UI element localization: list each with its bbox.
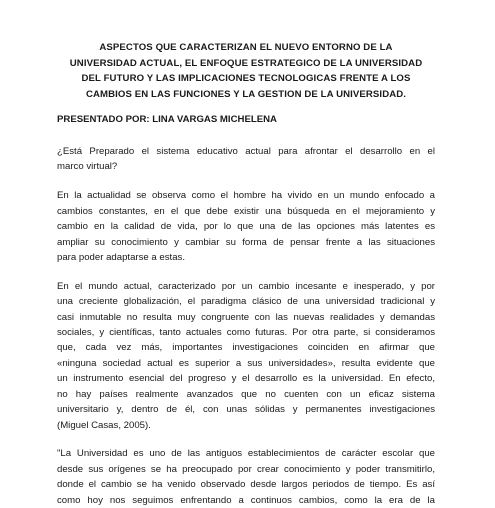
document-title	[57, 40, 435, 102]
paragraph-line: una creciente globalización, el paradigma clásico de una universidad tradicional y	[57, 296, 435, 308]
paragraph-line: «ninguna sociedad actual es superior a sus universidades», resulta evidente que	[57, 357, 435, 369]
paragraph-line: que, cada vez más, importantes investigaciones coinciden en afirmar que	[57, 342, 435, 354]
paragraph-line: no hay países realmente avanzados que no cuenten con un eficaz sistema	[57, 388, 435, 400]
paragraph-line: desde sus orígenes se ha preocupado por crear conocimiento y poder transmitirlo,	[57, 463, 435, 475]
paragraph-line: donde el cambio se ha venido observado desde largos periodos de tiempo. Es así	[57, 479, 435, 491]
paragraph-line: ¿Está Preparado el sistema educativo actual para afrontar el desarrollo en el	[57, 146, 435, 157]
paragraph-universidad	[57, 446, 435, 508]
paragraph-question	[57, 144, 435, 175]
author-line: PRESENTADO POR: LINA VARGAS MICHELENA	[57, 114, 277, 125]
paragraph-line: En la actualidad se observa como el hombre ha vivido en un mundo enfocado a	[57, 190, 435, 202]
title-line: UNIVERSIDAD ACTUAL, EL ENFOQUE ESTRATEGICO DE LA UNIVERSIDAD	[69, 57, 423, 69]
paragraph-line: un instrumento esencial del progreso y el desarrollo es la universidad. En efecto,	[57, 373, 435, 385]
paragraph-line: En el mundo actual, caracterizado por un cambio incesante e inesperado, y por	[57, 280, 435, 292]
paragraph-mundo-actual	[57, 279, 435, 433]
paragraph-line: cambio en la calidad de vida, por lo que una de las opciones más latentes es	[57, 221, 435, 233]
paragraph-line: casi inmutable no resulta muy congruente con las nuevas realidades y demandas	[57, 311, 435, 323]
paragraph-line: como hoy nos seguimos enfrentando a continuos cambios, como la era de la	[57, 494, 435, 506]
paragraph-line: ampliar su conocimiento y cambiar su forma de pensar frente a las situaciones	[57, 236, 435, 248]
title-line: CAMBIOS EN LAS FUNCIONES Y LA GESTION DE LA UNIVERSIDAD.	[85, 88, 407, 100]
paragraph-line: marco virtual?	[57, 161, 118, 173]
paragraph-line: sociales, y científicas, tanto actuales como futuras. Por otra parte, si consideramos	[57, 327, 435, 339]
paragraph-line: cambios constantes, en el que debe existir una búsqueda en el mejoramiento y	[57, 205, 435, 217]
paragraph-line: (Miguel Casas, 2005).	[57, 419, 151, 431]
title-line: ASPECTOS QUE CARACTERIZAN EL NUEVO ENTORNO DE LA	[99, 42, 393, 53]
paragraph-actualidad	[57, 188, 435, 265]
paragraph-line: para poder adaptarse a estas.	[57, 251, 186, 263]
paragraph-line: "La Universidad es uno de las antiguos establecimientos de carácter escolar que	[57, 448, 435, 460]
title-line: DEL FUTURO Y LAS IMPLICACIONES TECNOLOGICAS FRENTE A LOS	[81, 73, 411, 84]
paragraph-line: universitario y, dentro de él, con unas sólidas y permanentes investigaciones	[57, 404, 435, 416]
